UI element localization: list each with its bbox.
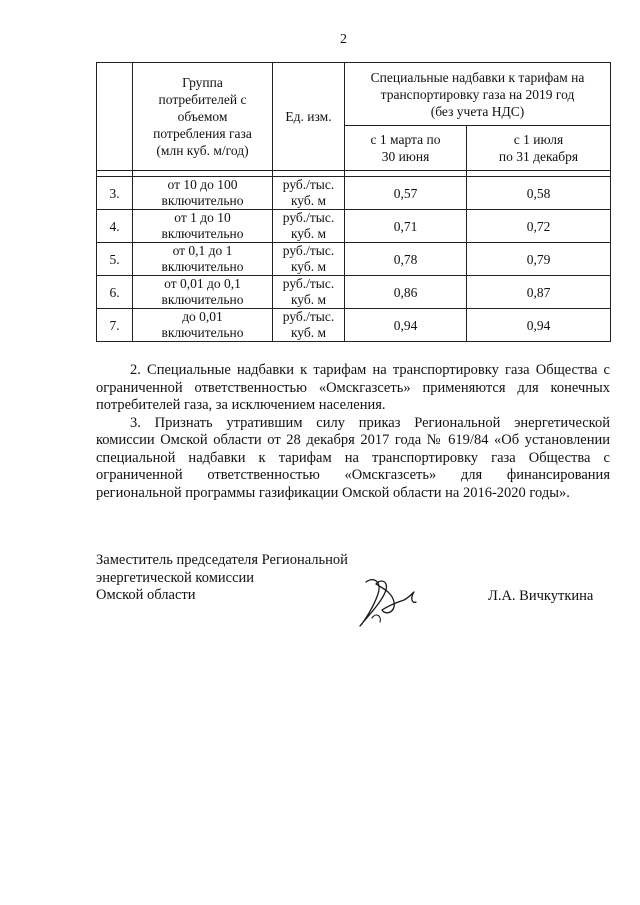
table-row bbox=[97, 210, 611, 243]
row-number: 3. bbox=[97, 177, 133, 210]
table-row bbox=[97, 243, 611, 276]
row-number: 6. bbox=[97, 276, 133, 309]
row-value-period-2: 0,87 bbox=[467, 276, 611, 309]
row-value-period-1: 0,71 bbox=[345, 210, 467, 243]
header-unit: Ед. изм. bbox=[273, 63, 345, 171]
header-group: Группа потребителей с объемом потребления газа (млн куб. м/год) bbox=[133, 63, 273, 171]
row-group: от 1 до 10 включительно bbox=[133, 210, 273, 243]
row-group: до 0,01 включительно bbox=[133, 309, 273, 342]
signer-name: Л.А. Вичкуткина bbox=[488, 588, 594, 604]
table-row bbox=[97, 177, 611, 210]
row-unit: руб./тыс. куб. м bbox=[273, 309, 345, 342]
row-number: 4. bbox=[97, 210, 133, 243]
row-number: 5. bbox=[97, 243, 133, 276]
row-group: от 0,01 до 0,1 включительно bbox=[133, 276, 273, 309]
surcharge-table bbox=[96, 62, 611, 342]
row-number: 7. bbox=[97, 309, 133, 342]
row-value-period-2: 0,72 bbox=[467, 210, 611, 243]
table-row bbox=[97, 309, 611, 342]
page-number: 2 bbox=[340, 32, 347, 47]
body-text bbox=[96, 362, 610, 502]
row-value-period-2: 0,58 bbox=[467, 177, 611, 210]
header-surcharge: Специальные надбавки к тарифам на транспортировку газа на 2019 год (без учета НДС) bbox=[345, 63, 611, 126]
header-number-cell bbox=[97, 63, 133, 171]
row-value-period-1: 0,78 bbox=[345, 243, 467, 276]
header-period-1: с 1 марта по 30 июня bbox=[345, 126, 467, 171]
row-value-period-2: 0,79 bbox=[467, 243, 611, 276]
paragraph-3: 3. Признать утратившим силу приказ Региональной энергетической комиссии Омской области от 28 декабря 2017 года № 619/84 «Об установлении специальной надбавки к тарифам на транспортировку газа Общества с ограниченной ответственностью «Омскгазсеть» для финансирования региональной программы газификации Омской области на 2016-2020 годы». bbox=[96, 414, 610, 501]
row-group: от 10 до 100 включительно bbox=[133, 177, 273, 210]
paragraph-2: 2. Специальные надбавки к тарифам на транспортировку газа Общества с ограниченной ответственностью «Омскгазсеть» применяются для конечных потребителей газа, за исключением населения. bbox=[96, 362, 610, 413]
row-group: от 0,1 до 1 включительно bbox=[133, 243, 273, 276]
row-value-period-1: 0,94 bbox=[345, 309, 467, 342]
row-value-period-2: 0,94 bbox=[467, 309, 611, 342]
header-period-2: с 1 июля по 31 декабря bbox=[467, 126, 611, 171]
row-unit: руб./тыс. куб. м bbox=[273, 243, 345, 276]
row-unit: руб./тыс. куб. м bbox=[273, 276, 345, 309]
handwritten-signature bbox=[352, 572, 432, 632]
table-row bbox=[97, 276, 611, 309]
row-value-period-1: 0,86 bbox=[345, 276, 467, 309]
row-value-period-1: 0,57 bbox=[345, 177, 467, 210]
row-unit: руб./тыс. куб. м bbox=[273, 177, 345, 210]
signer-position: Заместитель председателя Региональной энергетической комиссии Омской области bbox=[96, 552, 348, 603]
row-unit: руб./тыс. куб. м bbox=[273, 210, 345, 243]
